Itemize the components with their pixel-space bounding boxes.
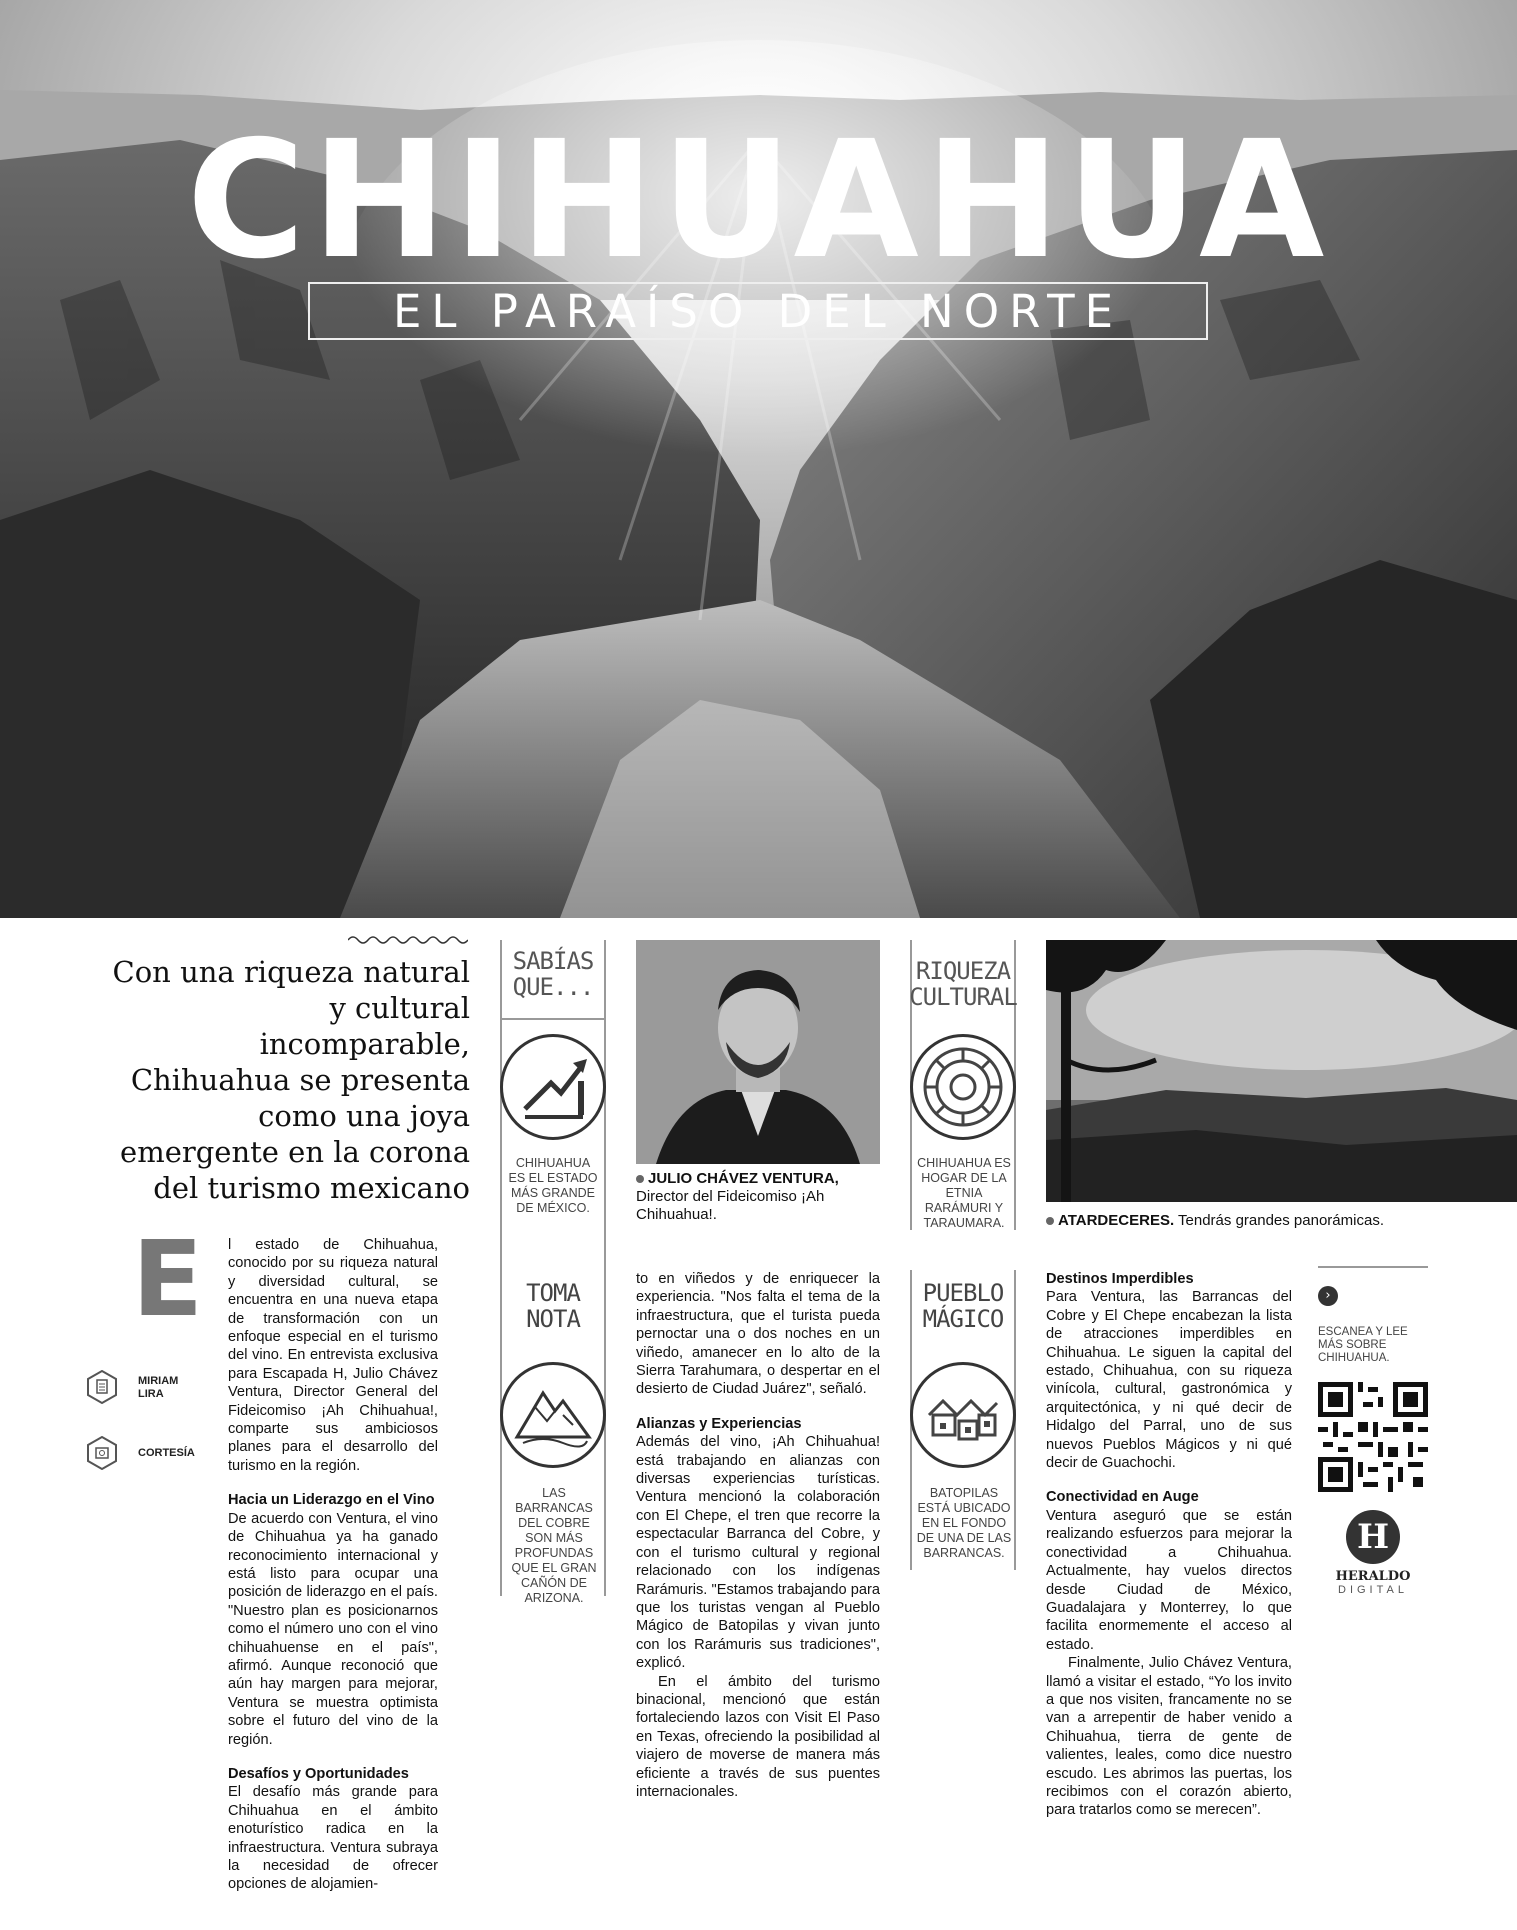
woven-pattern-icon <box>910 1034 1016 1140</box>
sabias-title-line2: QUE... <box>512 973 594 1001</box>
document-icon <box>86 1370 118 1404</box>
toma-text: LAS BARRANCAS DEL COBRE SON MÁS PROFUNDAS QUE EL GRAN CAÑÓN DE ARIZONA. <box>511 1486 597 1605</box>
portrait-photo <box>636 940 880 1164</box>
rule <box>500 1018 606 1020</box>
portrait-role: Director del Fideicomiso ¡Ah Chihuahua!. <box>636 1188 825 1223</box>
sunset-photo <box>1046 940 1517 1202</box>
pueblo-title-line1: PUEBLO <box>922 1279 1004 1307</box>
person-portrait-image <box>636 940 880 1164</box>
subhead-conectividad: Conectividad en Auge <box>1046 1489 1199 1506</box>
riqueza-title-line1: RIQUEZA <box>915 957 1011 985</box>
growth-chart-icon <box>503 1037 603 1137</box>
caption-bullet <box>636 1175 644 1183</box>
houses-icon <box>913 1365 1013 1465</box>
paragraph-vino: De acuerdo con Ventura, el vino de Chihuahua ya ha ganado reconocimiento internacional y está listo para ocupar una posición de liderazgo en el país. "Nuestro plan es posicionarnos como el número uno con el vino chihuahuense en el país", afirmó. Aunque reconoció que aún hay margen para mejorar, Ventura se muestra optimista sobre el futuro del vino de la región. <box>228 1510 438 1748</box>
heraldo-digital: DIGITAL <box>1338 1584 1408 1596</box>
qr-text: ESCANEA Y LEE MÁS SOBRE CHIHUAHUA. <box>1318 1326 1408 1364</box>
arrow-right-icon: › <box>1318 1286 1338 1306</box>
paragraph-conectividad: Ventura aseguró que se están realizando esfuerzos para mejorar la conectividad a Chihuahua. Actualmente, hay vuelos directos desde Ciudad de México, Guadalajara y Monterrey, lo que facilita enormemente el acceso al estado. <box>1046 1507 1292 1653</box>
wave-ornament-icon <box>348 934 468 946</box>
portrait-name: JULIO CHÁVEZ VENTURA, <box>648 1170 839 1187</box>
woven-pattern-icon <box>913 1037 1013 1137</box>
paragraph-alianzas: Además del vino, ¡Ah Chihuahua! está trabajando en alianzas con diversas experiencias turísticas. Ventura mencionó la colaboración con El Chepe, el tren que recorre la espectacular Barranca del Cobre, y con el turismo cultural y regional relacionado con los indígenas Rarámuris. "Estamos trabajando para que los turistas vengan al Pueblo Mágico de Batopilas y vivan junto con los Rarámuris sus tradiciones", explicó. <box>636 1434 880 1672</box>
riqueza-title <box>906 958 1020 1010</box>
column-1 <box>228 1236 438 1894</box>
subhead-vino: Hacia un Liderazgo en el Vino <box>228 1492 435 1509</box>
sabias-text: CHIHUAHUA ES EL ESTADO MÁS GRANDE DE MÉXICO. <box>508 1156 598 1215</box>
subhead-destinos: Destinos Imperdibles <box>1046 1271 1194 1287</box>
riqueza-text: CHIHUAHUA ES HOGAR DE LA ETNIA RARÁMURI Y TARAUMARA. <box>917 1156 1011 1230</box>
lead-paragraph: Con una riqueza natural y cultural incomparable, Chihuahua se presenta como una joya emergente en la corona del turismo mexicano <box>112 955 470 1205</box>
growth-chart-icon <box>500 1034 606 1140</box>
toma-title-line2: NOTA <box>526 1305 580 1333</box>
subhead-alianzas: Alianzas y Experiencias <box>636 1415 802 1432</box>
column-3 <box>1046 1270 1292 1820</box>
hero-title: CHIHUAHUA <box>186 107 1331 295</box>
heraldo-logo: H <box>1346 1510 1400 1564</box>
toma-title <box>500 1280 606 1332</box>
pueblo-text: BATOPILAS ESTÁ UBICADO EN EL FONDO DE UNA DE LAS BARRANCAS. <box>916 1486 1012 1560</box>
author-name: MIRIAM LIRA <box>138 1375 179 1400</box>
caption-label: ATARDECERES. <box>1058 1212 1175 1229</box>
paragraph-destinos: Para Ventura, las Barrancas del Cobre y El Chepe encabezan la lista de atracciones imperdibles en Chihuahua. Le siguen la capital del estado, Chihuahua, con su riqueza vinícola, cultural, gastronómica y arquitectónica, y ni qué decir de Hidalgo del Parral, uno de sus nuevos Pueblos Mágicos y ni qué decir de Guachochi. <box>1046 1289 1292 1472</box>
sunset-caption <box>1046 1212 1506 1230</box>
caption-bullet <box>1046 1217 1054 1225</box>
sabias-title <box>500 948 606 1000</box>
canyon-sunset-image <box>1046 940 1517 1202</box>
qr-code-icon <box>1318 1382 1428 1492</box>
paragraph-binacional: En el ámbito del turismo binacional, mencionó que están fortaleciendo lazos con Visit El Paso en Texas, ofreciendo la posibilidad al viajero de moverse de manera más eficiente a través de sus puentes internacionales. <box>636 1673 880 1800</box>
pueblo-title <box>906 1280 1020 1332</box>
column-2 <box>636 1270 880 1801</box>
toma-title-line1: TOMA <box>526 1279 580 1307</box>
photo-credit: CORTESÍA <box>138 1447 195 1459</box>
paragraph-desafios: El desafío más grande para Chihuahua en el ámbito enoturístico radica en la infraestructura. Ventura subraya la necesidad de ofrecer opciones de alojamien- <box>228 1784 438 1893</box>
sabias-title-line1: SABÍAS <box>512 947 594 975</box>
qr-code[interactable] <box>1318 1382 1428 1492</box>
caption-text: Tendrás grandes panorámicas. <box>1178 1212 1384 1229</box>
paragraph-continued: to en viñedos y de enriquecer la experiencia. "Nos falta el tema de la infraestructura, que el turista pueda pernoctar una o dos noches en un viñedo, amanecer en lo alto de la Sierra Tarahumara, o despertar en el desierto de Ciudad Juárez", señaló. <box>636 1271 880 1398</box>
camera-icon <box>86 1436 118 1470</box>
subhead-desafios: Desafíos y Oportunidades <box>228 1765 409 1782</box>
portrait-caption <box>636 1170 886 1224</box>
drop-cap: E <box>132 1218 204 1340</box>
rule <box>1318 1266 1428 1268</box>
hero-subtitle: EL PARAÍSO DEL NORTE <box>308 282 1208 340</box>
intro-paragraph: l estado de Chihuahua, conocido por su riqueza natural y diversidad cultural, se encuentra en una nueva etapa de transformación con un enfoque especial en el turismo del vino. En entrevista exclusiva para Escapada H, Julio Chávez Ventura, Director General del Fideicomiso ¡Ah Chihuahua!, comparte sus ambiciosos planes para el desarrollo del turismo en la región. <box>228 1237 438 1474</box>
mountain-icon <box>503 1365 603 1465</box>
pueblo-title-line2: MÁGICO <box>922 1305 1004 1333</box>
paragraph-final: Finalmente, Julio Chávez Ventura, llamó a visitar el estado, “Yo los invito a que nos visiten, francamente no se van a arrepentir de haber venido a Chihuahua, tierra de gente de valientes, leales, como dice nuestro escudo. Les abrimos las puertas, los recibimos con el corazón abierto, para tratarlos como se merecen”. <box>1046 1655 1292 1819</box>
mountain-icon <box>500 1362 606 1468</box>
riqueza-title-line2: CULTURAL <box>909 983 1017 1011</box>
heraldo-brand: HERALDO <box>1335 1569 1411 1584</box>
houses-icon <box>910 1362 1016 1468</box>
